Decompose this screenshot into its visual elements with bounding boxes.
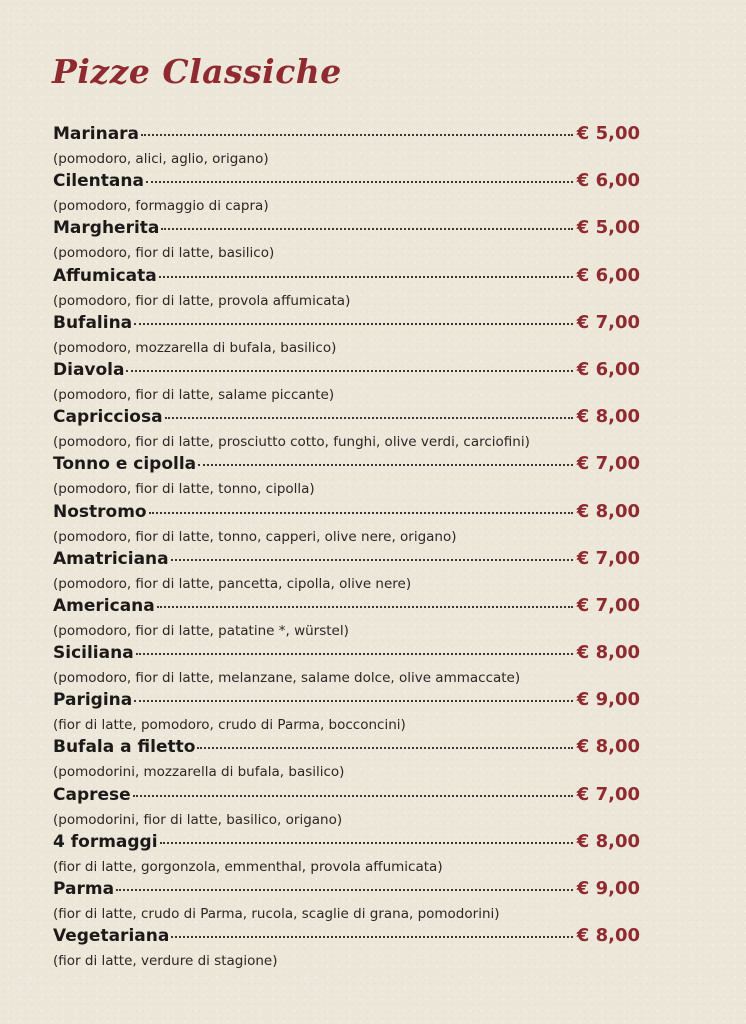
item-name: Affumicata [53, 265, 157, 286]
item-ingredients: (pomodoro, fior di latte, salame piccante) [53, 386, 335, 403]
item-price: € 5,00 [576, 217, 640, 239]
item-ingredients: (pomodoro, fior di latte, provola affumicata) [53, 292, 351, 309]
item-line [53, 406, 640, 431]
item-line [53, 217, 640, 242]
item-price: € 6,00 [576, 358, 640, 380]
item-ingredients: (pomodoro, fior di latte, pancetta, cipolla, olive nere) [53, 575, 412, 592]
item-line [53, 689, 640, 714]
item-price: € 7,00 [576, 547, 640, 569]
item-name: Americana [53, 595, 155, 616]
item-line [53, 501, 640, 526]
dot-leader [198, 464, 573, 466]
dot-leader [141, 134, 573, 136]
item-price: € 6,00 [576, 170, 640, 192]
item-price: € 7,00 [576, 594, 640, 616]
menu-item [53, 642, 640, 689]
dot-leader [126, 370, 572, 372]
menu-item [53, 831, 640, 878]
item-line [53, 595, 640, 620]
item-name: Caprese [53, 784, 131, 805]
menu-item [53, 878, 640, 925]
item-line [53, 831, 640, 856]
item-ingredients: (pomodoro, fior di latte, tonno, capperi, olive nere, origano) [53, 528, 457, 545]
item-name: Bufalina [53, 312, 133, 333]
dot-leader [146, 181, 573, 183]
item-price: € 9,00 [576, 878, 640, 899]
item-ingredients: (fior di latte, gorgonzola, emmenthal, provola affumicata) [53, 858, 443, 875]
item-price: € 7,00 [576, 453, 640, 475]
menu-item [53, 312, 640, 359]
item-ingredients: (pomodoro, fior di latte, patatine *, würstel) [53, 622, 349, 639]
item-name: Vegetariana [53, 926, 170, 947]
menu-item [53, 217, 640, 264]
item-ingredients: (pomodoro, fior di latte, prosciutto cotto, funghi, olive verdi, carciofini) [53, 434, 530, 451]
item-line [53, 265, 640, 290]
dot-leader [165, 417, 573, 419]
item-ingredients: (pomodoro, mozzarella di bufala, basilico) [53, 339, 337, 356]
dot-leader [157, 606, 573, 608]
dot-leader [197, 747, 572, 749]
menu-item [53, 501, 640, 548]
item-price: € 8,00 [576, 925, 640, 947]
item-price: € 8,00 [576, 736, 640, 758]
item-line [53, 925, 640, 950]
item-line [53, 312, 640, 337]
dot-leader [134, 700, 573, 702]
dot-leader [116, 889, 573, 891]
dot-leader [133, 795, 573, 797]
dot-leader [171, 559, 573, 561]
item-line [53, 784, 640, 809]
item-price: € 8,00 [576, 642, 640, 664]
item-price: € 8,00 [576, 830, 640, 852]
menu-title: Pizze Classiche [52, 52, 342, 91]
item-ingredients: (pomodorini, fior di latte, basilico, origano) [53, 811, 343, 828]
item-ingredients: (fior di latte, crudo di Parma, rucola, scaglie di grana, pomodorini) [53, 906, 500, 922]
item-ingredients: (fior di latte, pomodoro, crudo di Parma, bocconcini) [53, 717, 406, 734]
item-name: Parma [53, 879, 115, 899]
item-line [53, 548, 640, 573]
item-name: Capricciosa [53, 407, 163, 428]
item-ingredients: (pomodoro, fior di latte, tonno, cipolla) [53, 481, 315, 498]
item-price: € 9,00 [576, 689, 640, 711]
item-line [53, 736, 640, 761]
menu-item [53, 925, 640, 972]
menu-item [53, 453, 640, 500]
item-name: Nostromo [53, 501, 147, 522]
dot-leader [160, 842, 573, 844]
item-name: Diavola [53, 359, 125, 380]
item-name: 4 formaggi [53, 831, 158, 852]
item-line [53, 170, 640, 195]
item-price: € 7,00 [576, 783, 640, 805]
menu-item [53, 548, 640, 595]
item-line [53, 878, 640, 903]
menu-item [53, 689, 640, 736]
dot-leader [136, 653, 573, 655]
item-line [53, 123, 640, 148]
item-name: Tonno e cipolla [53, 454, 197, 475]
item-name: Margherita [53, 218, 160, 239]
item-ingredients: (pomodoro, fior di latte, melanzane, salame dolce, olive ammaccate) [53, 670, 521, 687]
item-name: Bufala a filetto [53, 737, 196, 758]
item-price: € 5,00 [576, 123, 640, 144]
menu-item [53, 736, 640, 783]
item-ingredients: (pomodoro, formaggio di capra) [53, 198, 269, 215]
menu-item [53, 359, 640, 406]
item-name: Marinara [53, 124, 140, 144]
item-name: Parigina [53, 690, 133, 711]
item-ingredients: (pomodorini, mozzarella di bufala, basilico) [53, 764, 345, 781]
item-price: € 8,00 [576, 500, 640, 522]
item-name: Cilentana [53, 171, 144, 192]
item-name: Amatriciana [53, 548, 169, 569]
menu-item [53, 406, 640, 453]
item-ingredients: (fior di latte, verdure di stagione) [53, 953, 278, 970]
item-price: € 6,00 [576, 264, 640, 286]
dot-leader [149, 512, 573, 514]
item-name: Siciliana [53, 643, 134, 664]
item-price: € 7,00 [576, 311, 640, 333]
menu-item [53, 595, 640, 642]
dot-leader [161, 228, 572, 230]
dot-leader [171, 936, 572, 938]
item-ingredients: (pomodoro, alici, aglio, origano) [53, 151, 269, 167]
pizza-list [53, 123, 640, 972]
item-ingredients: (pomodoro, fior di latte, basilico) [53, 245, 275, 262]
item-line [53, 359, 640, 384]
dot-leader [134, 323, 573, 325]
item-price: € 8,00 [576, 406, 640, 428]
item-line [53, 453, 640, 478]
item-line [53, 642, 640, 667]
menu-item [53, 123, 640, 170]
dot-leader [159, 276, 573, 278]
menu-item [53, 170, 640, 217]
menu-item [53, 784, 640, 831]
menu-item [53, 265, 640, 312]
